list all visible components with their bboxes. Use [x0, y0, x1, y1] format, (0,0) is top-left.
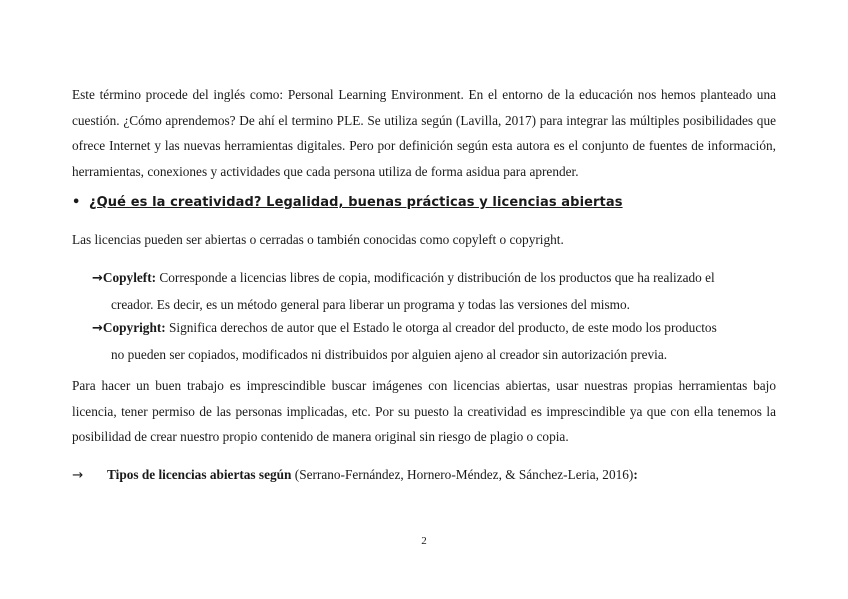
definition-continuation: no pueden ser copiados, modificados ni distribuidos por alguien ajeno al creador sin autorización previa. — [111, 346, 668, 362]
bullet-icon: • — [72, 195, 81, 210]
definition-copyright — [92, 315, 776, 367]
types-heading-bold: Tipos de licencias abiertas según — [107, 467, 292, 482]
definition-text: Corresponde a licencias libres de copia, modificación y distribución de los productos que ha realizado el — [156, 270, 715, 285]
types-colon: : — [633, 467, 638, 482]
definition-text: Significa derechos de autor que el Estado le otorga al creador del producto, de este modo los productos — [165, 320, 717, 335]
definition-term: Copyright: — [102, 320, 166, 335]
types-citation: (Serrano-Fernández, Hornero-Méndez, & Sánchez-Leria, 2016) — [291, 467, 634, 482]
types-heading — [72, 464, 638, 487]
arrow-icon: → — [92, 321, 103, 336]
arrow-icon: → — [72, 468, 84, 483]
definition-term: Copyleft: — [102, 270, 157, 285]
definition-copyleft — [92, 265, 776, 317]
definition-line — [92, 265, 776, 292]
section-heading-text: ¿Qué es la creatividad? Legalidad, buenas prácticas y licencias abiertas — [89, 195, 623, 210]
paragraph-ple: Este término procede del inglés como: Personal Learning Environment. En el entorno de la educación nos hemos planteado una cuestión. ¿Cómo aprendemos? De ahí el termino PLE. Se utiliza según (Lavilla, 2017) para integrar las múltiples posibilidades que ofrece Internet y las nuevas herramientas digitales. Pero por definición según esta autora es el conjunto de fuentes de información, herramientas, conexiones y actividades que cada persona utiliza de forma asidua para aprender. — [72, 87, 776, 179]
definition-continuation: creador. Es decir, es un método general para liberar un programa y todas las versiones del mismo. — [111, 296, 630, 312]
definition-line — [92, 315, 776, 342]
arrow-icon: → — [92, 271, 103, 286]
page-number: 2 — [421, 535, 427, 547]
section-heading — [72, 192, 776, 214]
paragraph-licencias: Las licencias pueden ser abiertas o cerradas o también conocidas como copyleft o copyright. — [72, 232, 564, 247]
paragraph-buen-trabajo: Para hacer un buen trabajo es imprescindible buscar imágenes con licencias abiertas, usar nuestras propias herramientas bajo licencia, tener permiso de las personas implicadas, etc. Por su puesto la creatividad es imprescindible ya que con ella tenemos la posibilidad de crear nuestro propio contenido de manera original sin riesgo de plagio o copia. — [72, 378, 776, 444]
